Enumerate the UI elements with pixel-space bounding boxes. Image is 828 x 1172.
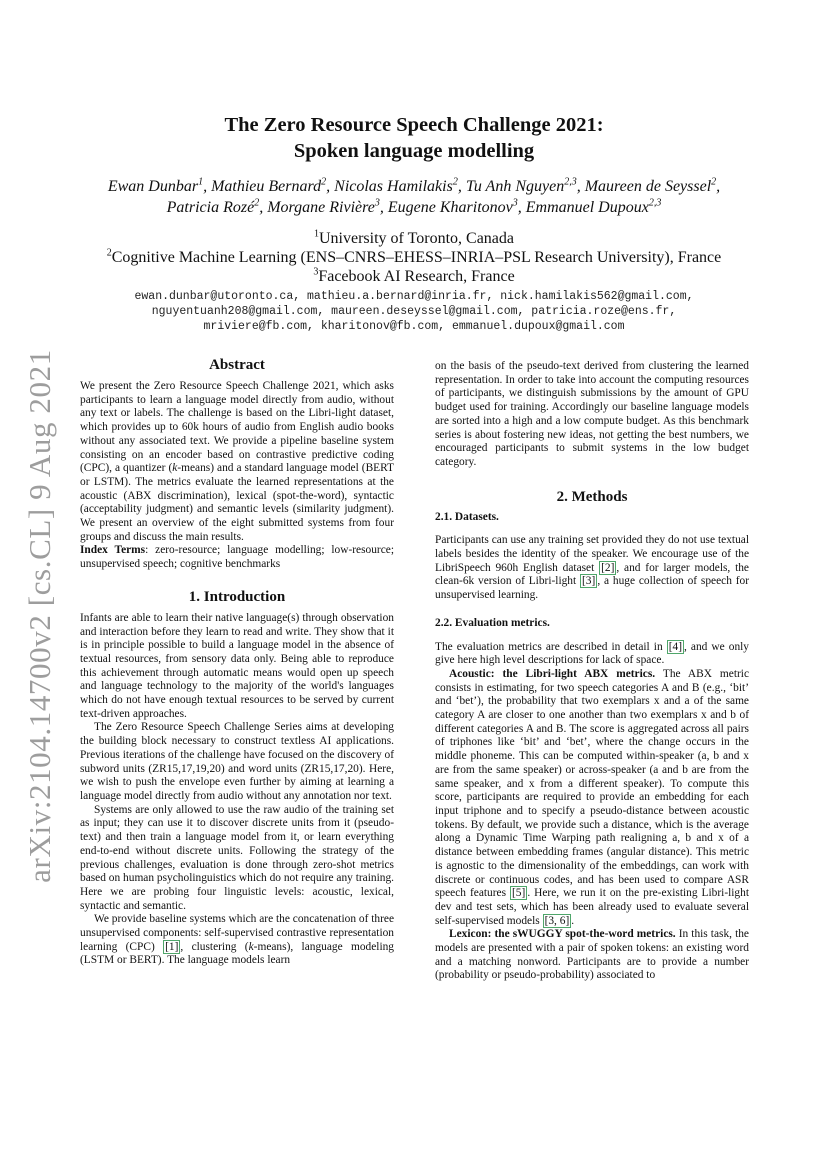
datasets-part: Participants can use any training set provided they do not use textual labels besides the identity of the speaker. We encourage use of the LibriSpeech 960h English dataset: [435, 534, 749, 574]
datasets-heading: 2.1. Datasets.: [435, 510, 499, 523]
abx-part: . Here, we run it on the pre-existing Libri-light dev and test sets, which has been already used to evaluate several self-supervised models: [435, 887, 749, 927]
index-terms-text: : zero-resource; language modelling; low-resource; unsupervised speech; cognitive benchmarks: [80, 544, 394, 571]
abstract-heading: Abstract: [209, 357, 265, 373]
intro-paragraph-2: The Zero Resource Speech Challenge Series aims at developing the building block necessary to construct textless AI applications. Previous iterations of the challenge have focused on the discovery of subword units (ZR15,17,19,20) and word units (ZR15,17,20). Here, we wish to push the envelope even further by aiming at learning a language model directly from audio without any annotation nor text.: [80, 721, 394, 802]
author-name: , Nicolas Hamilakis: [326, 178, 453, 195]
author-affil-mark: 2: [452, 176, 458, 188]
index-terms: [80, 544, 394, 571]
email-line-2[interactable]: nguyentuanh208@gmail.com, maureen.deseyssel@gmail.com, patricia.roze@ens.fr,: [151, 305, 677, 318]
paper-title: [100, 112, 728, 164]
intro-paragraph-3: Systems are only allowed to use the raw audio of the training set as input; they can use it to discover discrete units from it (pseudo-text) and then train a language model from it, or learn everything end-to-end without discrete units. Following the strategy of the previous challenges, evaluation is done through zero-shot metrics based on human psycholinguistics which do not require any training. Here we are probing four linguistic levels: acoustic, lexical, syntactic and semantic.: [80, 803, 394, 912]
affiliations: [60, 229, 768, 286]
email-list: [60, 289, 768, 334]
author-name: , Tu Anh Nguyen: [457, 178, 565, 195]
author-affil-mark: 3: [374, 197, 380, 209]
citation-link[interactable]: [3]: [582, 575, 596, 588]
introduction-heading: 1. Introduction: [188, 588, 286, 605]
abx-part: The ABX metric consists in estimating, for two speech categories A and B (e.g., ‘bit’ and ‘bet’), the probability that two exemplars x and a of the same category A are closer to one another than two exemplars x and b of different categories A and B. The score is aggregated across all pairs of triphones like ‘bit’ and ‘bet’, where the change occurs in the middle phoneme. This can be computed within-speaker (a, b and x are from the same speaker) or across-speaker (a and b are from the same speaker, and x from a different speaker). To compute this score, participants are required to provide an embedding for each input triphone and to specify a pseudo-distance between acoustic tokens. By default, we provide such a distance, which is the average along a Dynamic Time Warping path realigning a, b and x of a distance between embedding frames (angular distance). This metric is agnostic to the dimensionality of the embeddings, can work with discrete or continuous codes, and has been used to compare ASR speech features: [435, 667, 749, 900]
metrics-paragraph: [435, 641, 749, 668]
author-affil-mark: 2,3: [648, 197, 662, 209]
math-k: k: [172, 462, 178, 475]
datasets-part: , a huge collection of speech for unsupervised learning.: [435, 575, 750, 602]
lexicon-part: In this task, the models are presented with a pair of spoken tokens: an existing word and a matching nonword. Participants are to provide a number (probability or pseudo-probability) associated to: [435, 928, 749, 982]
author-name: , Morgane Rivière: [259, 199, 375, 216]
index-terms-label: Index Terms: [80, 544, 146, 557]
title-line-2: Spoken language modelling: [293, 140, 535, 162]
author-name: , Mathieu Bernard: [203, 178, 322, 195]
metrics-part: , and we only give here high level descriptions for lack of space.: [435, 640, 749, 667]
intro-continuation: on the basis of the pseudo-text derived from clustering the learned representation. In order to take into account the computing resources of participants, we distinguish submissions by the amount of GPU budget used for training. Accordingly our baseline language models are sorted into a high and a low compute budget. As this benchmark series is about fostering new ideas, not getting the best numbers, we encouraged participants to submit systems in the low budget category.: [435, 360, 749, 468]
affiliation-1: [60, 229, 768, 248]
abx-part: .: [571, 914, 575, 927]
author-name: , Emmanuel Dupoux: [517, 199, 649, 216]
author-line-1: [80, 176, 748, 197]
citation-link[interactable]: [4]: [668, 640, 682, 653]
metrics-part: The evaluation metrics are described in detail in: [435, 640, 667, 653]
author-affil-mark: 2: [711, 176, 717, 188]
intro-part: , clustering (: [180, 940, 249, 953]
arxiv-watermark: [18, 340, 62, 892]
left-column: [80, 356, 394, 968]
affiliation-3: [60, 267, 768, 286]
methods-heading: 2. Methods: [556, 488, 628, 505]
abstract-part: We present the Zero Resource Speech Challenge 2021, which asks participants to learn a language model directly from audio, without any text or labels. The challenge is based on the Libri-light dataset, which provides up to 60k hours of audio from English audio books without any associated text. We provide a pipeline baseline system consisting on an encoder based on contrastive predictive coding (CPC), a quantizer (: [80, 380, 394, 475]
datasets-part: , and for larger models, the clean-6k version of Libri-light: [435, 561, 749, 588]
author-list: [80, 176, 748, 218]
affil-text: University of Toronto, Canada: [319, 230, 514, 247]
author-affil-mark: 1: [198, 176, 204, 188]
abx-label: Acoustic: the Libri-light ABX metrics.: [449, 667, 656, 680]
author-name: Ewan Dunbar: [107, 178, 199, 195]
author-name: , Eugene Kharitonov: [379, 199, 513, 216]
math-k: k: [248, 940, 254, 953]
affil-mark: 1: [314, 228, 319, 240]
email-line-1[interactable]: ewan.dunbar@utoronto.ca, mathieu.a.bernard@inria.fr, nick.hamilakis562@gmail.com,: [134, 290, 694, 303]
author-separator: ,: [716, 178, 721, 195]
author-affil-mark: 2: [321, 176, 327, 188]
affil-mark: 2: [106, 247, 112, 259]
author-affil-mark: 2,3: [564, 176, 577, 188]
affil-text: Cognitive Machine Learning (ENS–CNRS–EHESS–INRIA–PSL Research University), France: [111, 249, 722, 266]
author-name: Patricia Rozé: [166, 199, 255, 216]
intro-paragraph-4: [80, 913, 394, 968]
affil-mark: 3: [313, 266, 319, 278]
citation-link[interactable]: [2]: [601, 561, 615, 574]
datasets-paragraph: [435, 534, 749, 603]
lexicon-label: Lexicon: the sWUGGY spot-the-word metrics.: [449, 928, 676, 941]
abx-paragraph: [435, 668, 749, 928]
author-affil-mark: 3: [512, 197, 518, 209]
intro-part: We provide baseline systems which are the concatenation of three unsupervised components: self-supervised contrastive representation learning (CPC): [80, 913, 394, 953]
author-line-2: [80, 197, 748, 218]
citation-link[interactable]: [1]: [165, 940, 179, 953]
author-affil-mark: 2: [254, 197, 260, 209]
intro-part: -means), language modeling (LSTM or BERT). The language models learn: [80, 940, 394, 967]
email-line-3[interactable]: mriviere@fb.com, kharitonov@fb.com, emmanuel.dupoux@gmail.com: [203, 320, 625, 333]
lexicon-paragraph: [435, 928, 749, 983]
right-column: [435, 360, 749, 983]
arxiv-id[interactable]: arXiv:2104.14700v2 [cs.CL] 9 Aug 2021: [22, 349, 57, 883]
intro-paragraph-1: Infants are able to learn their native language(s) through observation and interaction before they learn to read and write. They show that it is in principle possible to build a language model in the absence of textual resources, from sensory data only. Being able to reproduce this achievement through automatic means would open up speech and language technology to the majority of the world's languages which do not have enough textual resources to be served by current text-driven approaches.: [80, 611, 394, 720]
author-name: , Maureen de Seyssel: [576, 178, 712, 195]
citation-link[interactable]: [5]: [512, 887, 526, 900]
metrics-heading: 2.2. Evaluation metrics.: [435, 616, 550, 629]
affil-text: Facebook AI Research, France: [318, 268, 515, 285]
affiliation-2: [60, 248, 768, 267]
title-line-1: The Zero Resource Speech Challenge 2021:: [224, 114, 604, 136]
abstract-part: -means) and a standard language model (BERT or LSTM). The metrics evaluate the learned representations at the acoustic (ABX discrimination), lexical (spot-the-word), syntactic (acceptability judgment) and semantic levels (similarity judgment). We present an overview of the eight submitted systems from four groups and discuss the main results.: [80, 462, 394, 543]
abstract-text: [80, 380, 394, 544]
citation-link[interactable]: [3, 6]: [544, 914, 570, 927]
